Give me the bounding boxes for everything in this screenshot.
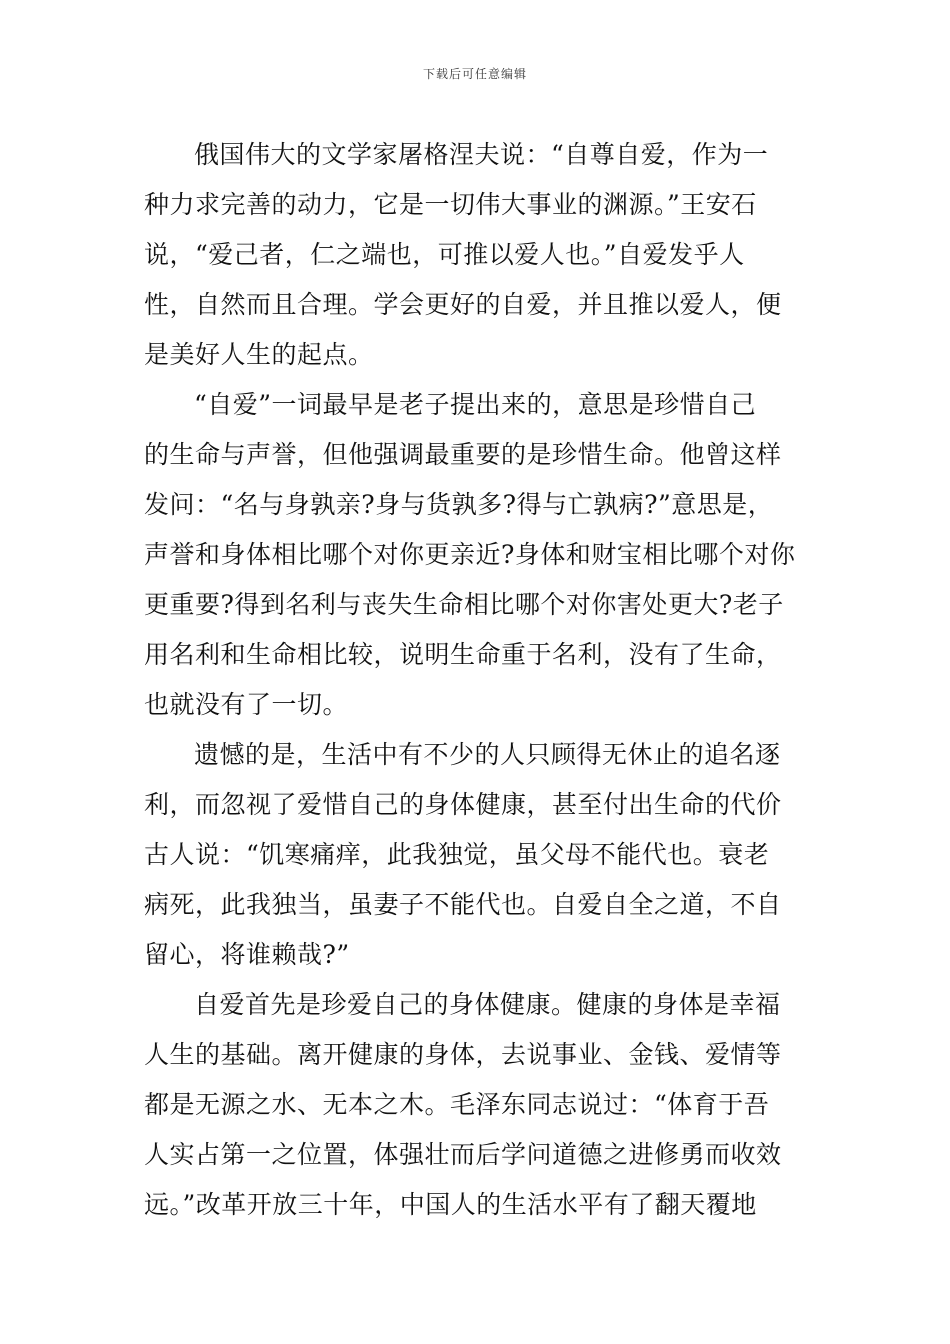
body-text: [144, 130, 810, 1230]
text-line: 声誉和身体相比哪个对你更亲近?身体和财宝相比哪个对你: [144, 540, 796, 569]
text-line: 发问：“名与身孰亲?身与货孰多?得与亡孰病?”意思是，: [144, 490, 774, 519]
text-line: 远。”改革开放三十年，中国人的生活水平有了翻天覆地: [144, 1190, 757, 1219]
page-header: 下载后可任意编辑: [422, 67, 527, 81]
text-line: 是美好人生的起点。: [144, 340, 374, 369]
text-line: 都是无源之水、无本之木。毛泽东同志说过：“体育于吾: [144, 1090, 770, 1119]
text-line: 性，自然而且合理。学会更好的自爱，并且推以爱人，便: [144, 290, 782, 319]
text-line: 自爱首先是珍爱自己的身体健康。健康的身体是幸福: [194, 990, 781, 1019]
text-line: 俄国伟大的文学家屠格涅夫说：“自尊自爱，作为一: [194, 140, 769, 169]
text-line: 用名利和生命相比较，说明生命重于名利，没有了生命，: [144, 640, 782, 669]
text-line: 古人说：“饥寒痛痒，此我独觉，虽父母不能代也。衰老: [144, 840, 770, 869]
text-line: 利，而忽视了爱惜自己的身体健康，甚至付出生命的代价: [144, 790, 782, 819]
text-line: 人生的基础。离开健康的身体，去说事业、金钱、爱情等: [144, 1040, 782, 1069]
text-line: 种力求完善的动力，它是一切伟大事业的渊源。”王安石: [144, 190, 757, 219]
text-line: 人实占第一之位置，体强壮而后学问道德之进修勇而收效: [144, 1140, 782, 1169]
text-line: “自爱”一词最早是老子提出来的，意思是珍惜自己: [194, 390, 757, 419]
text-line: 留心，将谁赖哉?”: [144, 940, 350, 969]
text-line: 遗憾的是，生活中有不少的人只顾得无休止的追名逐: [194, 740, 781, 769]
text-line: 病死，此我独当，虽妻子不能代也。自爱自全之道，不自: [144, 890, 782, 919]
text-line: 也就没有了一切。: [144, 690, 349, 719]
text-line: 说，“爱己者，仁之端也，可推以爱人也。”自爱发乎人: [144, 240, 745, 269]
text-line: 更重要?得到名利与丧失生命相比哪个对你害处更大?老子: [144, 590, 784, 619]
text-line: 的生命与声誉，但他强调最重要的是珍惜生命。他曾这样: [144, 440, 782, 469]
